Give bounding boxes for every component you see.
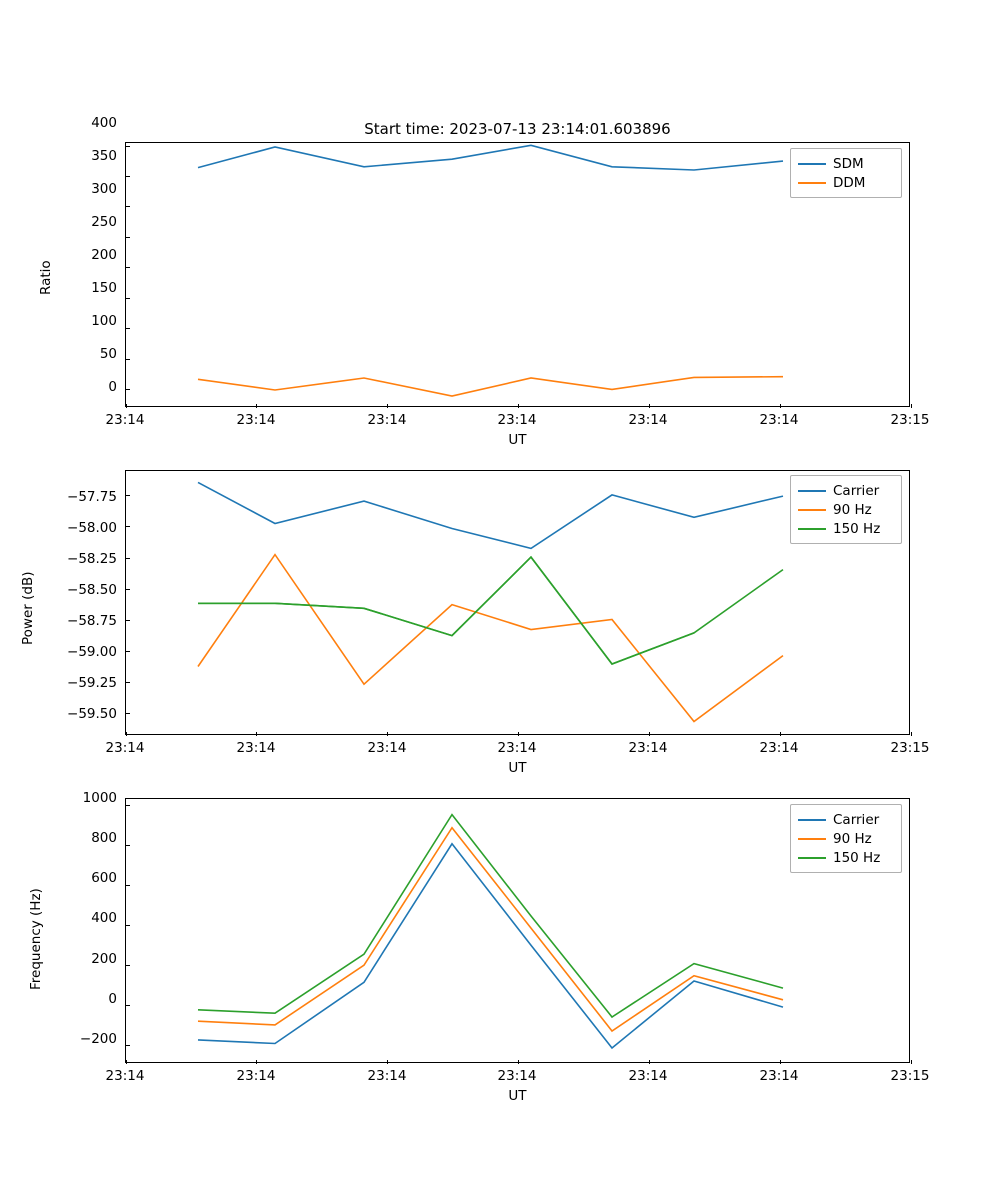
- legend-label: SDM: [833, 155, 864, 172]
- ytick-label: −58.00: [67, 520, 117, 536]
- legend-item: [798, 829, 894, 848]
- series-line-90hz: [198, 555, 783, 722]
- legend-label: 150 Hz: [833, 849, 881, 866]
- legend-item: [798, 481, 894, 500]
- legend-swatch-carrier: [798, 490, 826, 492]
- ytick-label: 1000: [82, 790, 117, 806]
- ytick-label: 250: [91, 214, 117, 230]
- xtick-label: 23:15: [890, 740, 930, 756]
- xtick-label: 23:14: [236, 1068, 276, 1084]
- panel-power: [0, 455, 1000, 775]
- xtick-label: 23:14: [628, 412, 668, 428]
- legend-swatch-carrier: [798, 819, 826, 821]
- ytick-label: −58.25: [67, 551, 117, 567]
- ytick-label: −59.00: [67, 644, 117, 660]
- ytick-label: 150: [91, 280, 117, 296]
- legend-item: [798, 500, 894, 519]
- legend-item: [798, 848, 894, 867]
- xtick-label: 23:14: [628, 1068, 668, 1084]
- ytick-label: 400: [91, 910, 117, 926]
- xaxis-title: UT: [508, 432, 527, 448]
- xtick-label: 23:14: [497, 740, 537, 756]
- legend-label: 150 Hz: [833, 520, 881, 537]
- series-line-150hz-fix: [198, 557, 783, 664]
- xtick-label: 23:14: [105, 740, 145, 756]
- ytick-label: 350: [91, 148, 117, 164]
- series-line-150hz: [198, 815, 783, 1017]
- ytick-label: 0: [108, 991, 117, 1007]
- legend-item: [798, 154, 894, 173]
- ytick-label: −58.50: [67, 582, 117, 598]
- yaxis-title: Frequency (Hz): [28, 888, 44, 990]
- xtick-label: 23:14: [367, 412, 407, 428]
- legend-label: 90 Hz: [833, 501, 872, 518]
- legend-swatch-150hz: [798, 528, 826, 530]
- ytick-label: 0: [108, 379, 117, 395]
- xtick-label: 23:15: [890, 412, 930, 428]
- legend-swatch-90hz: [798, 838, 826, 840]
- ytick-label: 800: [91, 830, 117, 846]
- ytick-label: −200: [79, 1031, 117, 1047]
- panel-ratio: [0, 115, 1000, 448]
- xtick-label: 23:14: [367, 740, 407, 756]
- legend-label: Carrier: [833, 482, 880, 499]
- legend-item: [798, 810, 894, 829]
- xaxis-title: UT: [508, 1088, 527, 1104]
- legend-swatch-sdm: [798, 163, 826, 165]
- ytick-label: −59.50: [67, 706, 117, 722]
- series-line-sdm: [198, 145, 783, 170]
- legend-label: 90 Hz: [833, 830, 872, 847]
- legend-swatch-150hz: [798, 857, 826, 859]
- ytick-label: −59.25: [67, 675, 117, 691]
- ytick-label: 200: [91, 247, 117, 263]
- legend-swatch-90hz: [798, 509, 826, 511]
- ytick-label: 600: [91, 870, 117, 886]
- legend-item: [798, 173, 894, 192]
- ytick-label: 200: [91, 951, 117, 967]
- ytick-label: 50: [99, 346, 117, 362]
- ytick-label: 100: [91, 313, 117, 329]
- xtick-label: 23:14: [759, 412, 799, 428]
- ytick-label: 400: [91, 115, 117, 131]
- xtick-label: 23:14: [236, 740, 276, 756]
- legend-label: DDM: [833, 174, 866, 191]
- yaxis-title: Power (dB): [20, 571, 36, 645]
- xtick-label: 23:14: [759, 1068, 799, 1084]
- panel-frequency: [0, 790, 1000, 1110]
- series-line-ddm: [198, 377, 783, 396]
- xtick-label: 23:14: [367, 1068, 407, 1084]
- xtick-label: 23:14: [497, 1068, 537, 1084]
- xaxis-title: UT: [508, 760, 527, 776]
- ytick-label: −58.75: [67, 613, 117, 629]
- legend-ratio: [790, 148, 902, 198]
- legend-swatch-ddm: [798, 182, 826, 184]
- legend-frequency: [790, 804, 902, 873]
- series-line-carrier: [198, 482, 783, 548]
- legend-item: [798, 519, 894, 538]
- series-line-90hz: [198, 828, 783, 1031]
- ytick-label: −57.75: [67, 489, 117, 505]
- xtick-label: 23:14: [236, 412, 276, 428]
- legend-label: Carrier: [833, 811, 880, 828]
- xtick-label: 23:14: [497, 412, 537, 428]
- xtick-label: 23:14: [105, 1068, 145, 1084]
- legend-power: [790, 475, 902, 544]
- xtick-label: 23:14: [628, 740, 668, 756]
- xtick-label: 23:15: [890, 1068, 930, 1084]
- yaxis-title: Ratio: [38, 260, 54, 295]
- xtick-label: 23:14: [105, 412, 145, 428]
- chart-title: Start time: 2023-07-13 23:14:01.603896: [364, 120, 671, 138]
- ytick-label: 300: [91, 181, 117, 197]
- xtick-label: 23:14: [759, 740, 799, 756]
